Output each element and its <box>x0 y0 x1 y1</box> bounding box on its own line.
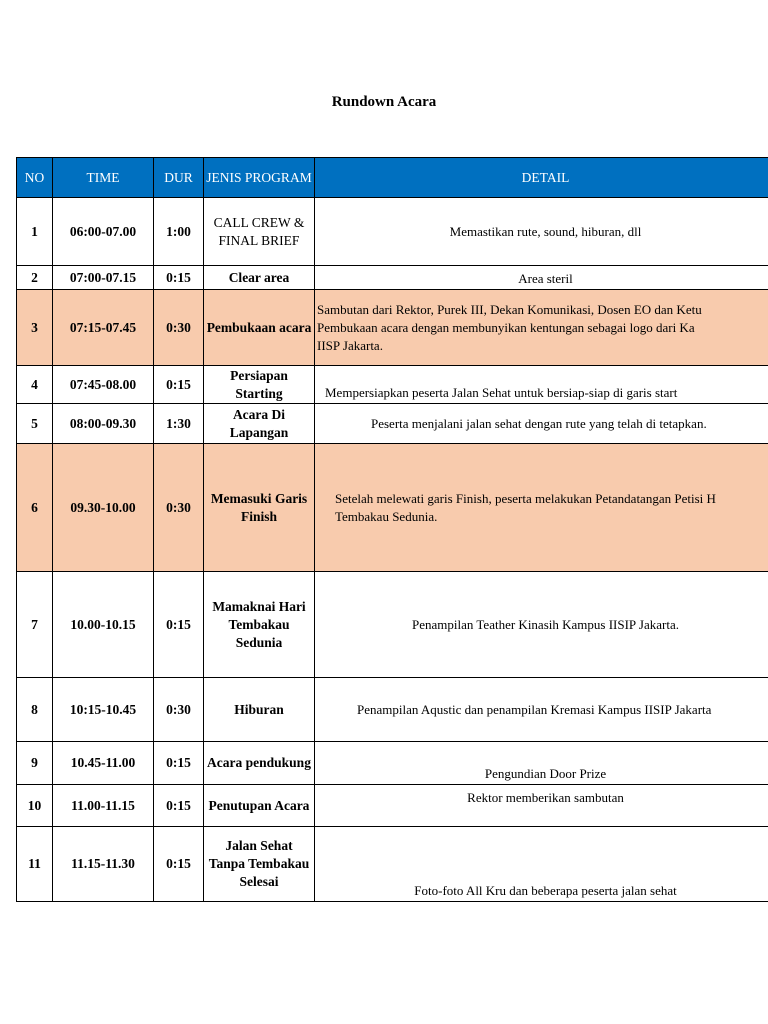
row-detail: Pengundian Door Prize <box>315 742 768 785</box>
row-dur: 0:30 <box>154 444 204 572</box>
row-no: 3 <box>17 290 53 366</box>
row-program: Jalan Sehat Tanpa Tembakau Selesai <box>204 827 315 902</box>
row-time: 09.30-10.00 <box>53 444 154 572</box>
row-no: 6 <box>17 444 53 572</box>
row-time: 08:00-09.30 <box>53 404 154 444</box>
row-program: Clear area <box>204 266 315 290</box>
row-detail: Peserta menjalani jalan sehat dengan rute yang telah di tetapkan. <box>315 404 768 444</box>
row-detail: Rektor memberikan sambutan <box>315 785 768 827</box>
table-row <box>17 198 768 266</box>
row-no: 5 <box>17 404 53 444</box>
row-dur: 0:15 <box>154 827 204 902</box>
row-program: Acara Di Lapangan <box>204 404 315 444</box>
row-detail: Mempersiapkan peserta Jalan Sehat untuk bersiap-siap di garis start <box>315 366 768 404</box>
row-dur: 0:15 <box>154 572 204 678</box>
row-detail: Memastikan rute, sound, hiburan, dll <box>315 198 768 266</box>
row-program: Pembukaan acara <box>204 290 315 366</box>
row-time: 11.15-11.30 <box>53 827 154 902</box>
row-no: 10 <box>17 785 53 827</box>
row-time: 11.00-11.15 <box>53 785 154 827</box>
row-dur: 1:30 <box>154 404 204 444</box>
row-time: 06:00-07.00 <box>53 198 154 266</box>
header-no: NO <box>17 158 53 198</box>
table-row <box>17 678 768 742</box>
row-detail: Sambutan dari Rektor, Purek III, Dekan Komunikasi, Dosen EO dan Ketu Pembukaan acara dengan membunyikan kentungan sebagai logo dari Ka IISP Jakarta. <box>315 290 768 366</box>
table-row <box>17 827 768 902</box>
row-dur: 0:30 <box>154 290 204 366</box>
table-row <box>17 366 768 404</box>
row-dur: 1:00 <box>154 198 204 266</box>
row-time: 10.00-10.15 <box>53 572 154 678</box>
header-row <box>17 158 768 198</box>
table-row <box>17 572 768 678</box>
header-dur: DUR <box>154 158 204 198</box>
row-dur: 0:15 <box>154 742 204 785</box>
table-row <box>17 290 768 366</box>
row-program: Penutupan Acara <box>204 785 315 827</box>
row-no: 9 <box>17 742 53 785</box>
row-time: 07:00-07.15 <box>53 266 154 290</box>
row-dur: 0:15 <box>154 785 204 827</box>
row-detail: Setelah melewati garis Finish, peserta melakukan Petandatangan Petisi H Tembakau Sedunia. <box>315 444 768 572</box>
row-program: CALL CREW & FINAL BRIEF <box>204 198 315 266</box>
row-detail: Penampilan Teather Kinasih Kampus IISIP Jakarta. <box>315 572 768 678</box>
row-program: Persiapan Starting <box>204 366 315 404</box>
row-no: 1 <box>17 198 53 266</box>
row-time: 10:15-10.45 <box>53 678 154 742</box>
row-detail: Area steril <box>315 266 768 290</box>
header-detail: DETAIL <box>315 158 768 198</box>
header-time: TIME <box>53 158 154 198</box>
table-row <box>17 404 768 444</box>
row-detail: Foto-foto All Kru dan beberapa peserta jalan sehat <box>315 827 768 902</box>
table-row <box>17 785 768 827</box>
header-jenis-program: JENIS PROGRAM <box>204 158 315 198</box>
row-dur: 0:30 <box>154 678 204 742</box>
row-dur: 0:15 <box>154 366 204 404</box>
row-program: Mamaknai Hari Tembakau Sedunia <box>204 572 315 678</box>
row-program: Hiburan <box>204 678 315 742</box>
row-no: 8 <box>17 678 53 742</box>
rundown-table <box>16 157 768 902</box>
row-dur: 0:15 <box>154 266 204 290</box>
row-no: 4 <box>17 366 53 404</box>
page-title: Rundown Acara <box>331 94 437 110</box>
row-program: Acara pendukung <box>204 742 315 785</box>
table-row <box>17 742 768 785</box>
row-time: 10.45-11.00 <box>53 742 154 785</box>
table-row <box>17 266 768 290</box>
row-program: Memasuki Garis Finish <box>204 444 315 572</box>
row-detail: Penampilan Aqustic dan penampilan Kremasi Kampus IISIP Jakarta <box>315 678 768 742</box>
row-no: 2 <box>17 266 53 290</box>
table-row <box>17 444 768 572</box>
row-time: 07:15-07.45 <box>53 290 154 366</box>
row-no: 7 <box>17 572 53 678</box>
row-no: 11 <box>17 827 53 902</box>
row-time: 07:45-08.00 <box>53 366 154 404</box>
